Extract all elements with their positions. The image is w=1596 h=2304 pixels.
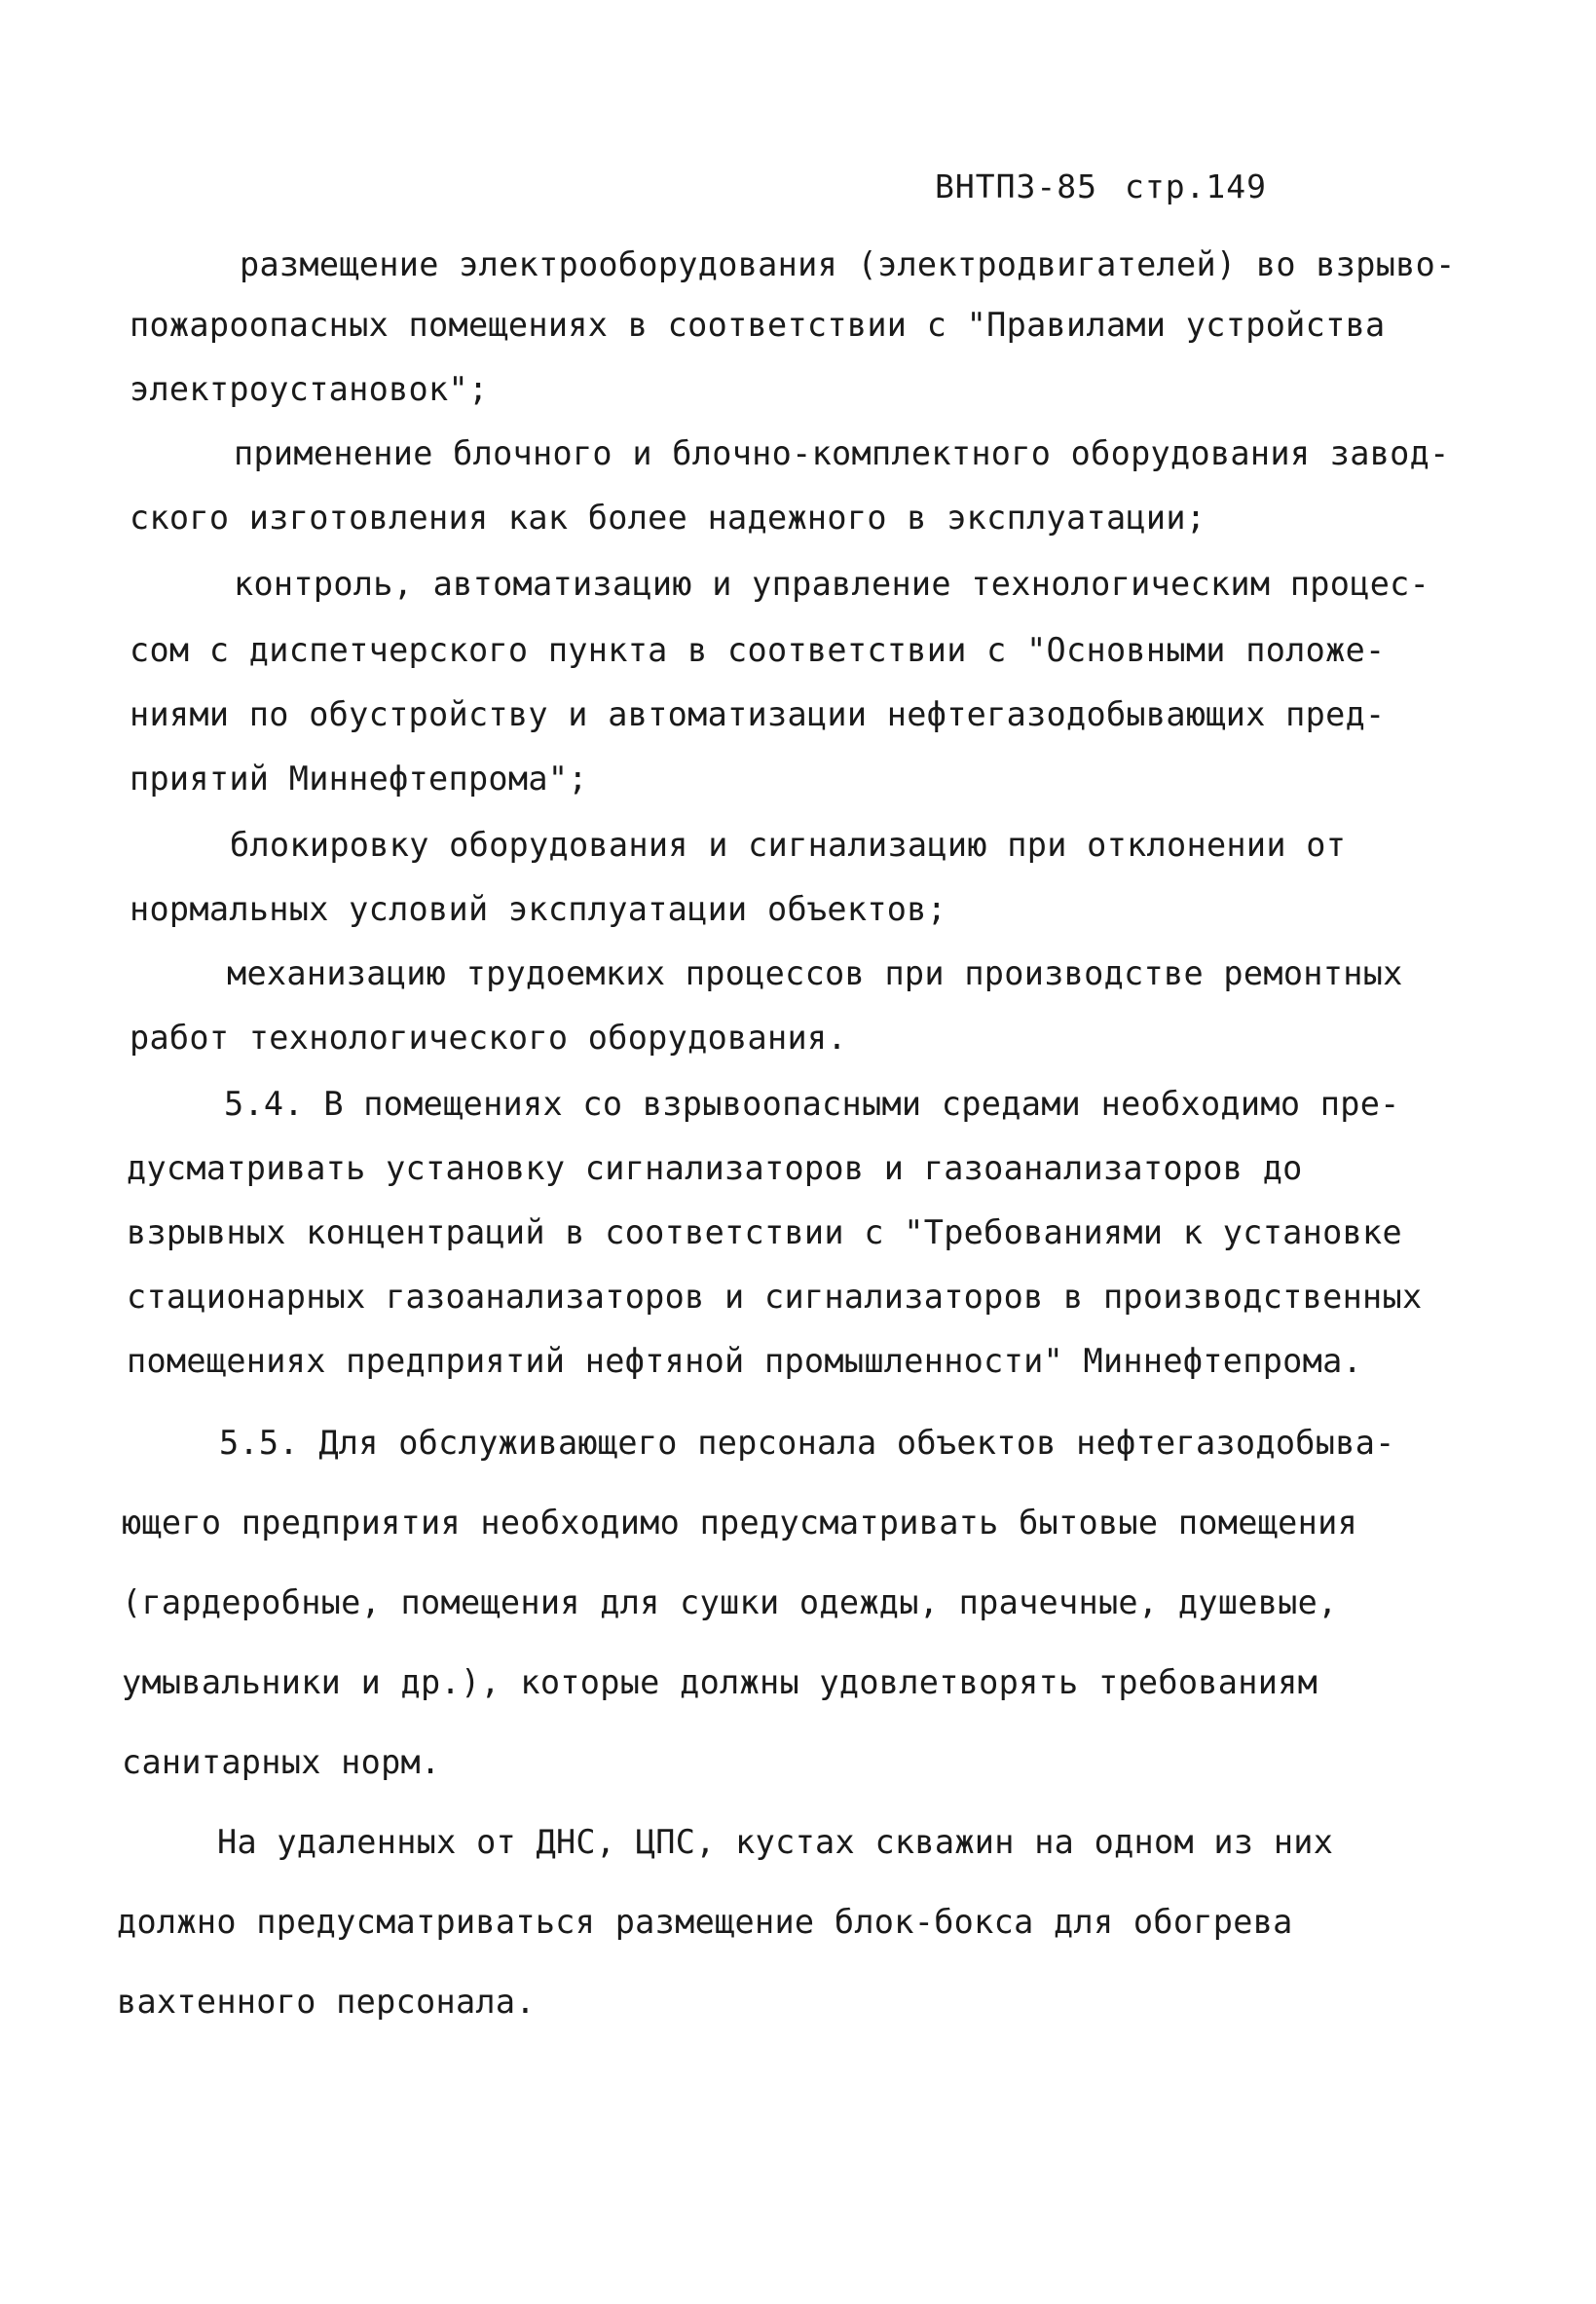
page-header	[935, 167, 1324, 205]
text-line: помещениях предприятий нефтяной промышленности" Миннефтепрома.	[127, 1342, 1363, 1380]
text-line: ющего предприятия необходимо предусматривать бытовые помещения	[122, 1504, 1358, 1542]
text-line: пожароопасных помещениях в соответствии с "Правилами устройства	[130, 306, 1386, 344]
text-line: стационарных газоанализаторов и сигнализаторов в производственных	[127, 1278, 1423, 1316]
text-line: На удаленных от ДНС, ЦПС, кустах скважин на одном из них	[217, 1823, 1334, 1861]
text-line: применение блочного и блочно-комплектного оборудования завод-	[234, 434, 1450, 472]
text-line: взрывных концентраций в соответствии с "Требованиями к установке	[127, 1213, 1402, 1251]
text-line: механизацию трудоемких процессов при производстве ремонтных	[227, 954, 1403, 992]
text-line: дусматривать установку сигнализаторов и газоанализаторов до	[127, 1149, 1303, 1187]
text-line: 5.5. Для обслуживающего персонала объектов нефтегазодобыва-	[219, 1424, 1395, 1462]
text-line: ского изготовления как более надежного в эксплуатации;	[130, 499, 1206, 537]
text-line: приятий Миннефтепрома";	[130, 760, 588, 798]
text-line: размещение электрооборудования (электродвигателей) во взрыво-	[240, 245, 1456, 283]
text-line: умывальники и др.), которые должны удовлетворять требованиям	[122, 1663, 1318, 1701]
page-number: стр.149	[1124, 167, 1268, 205]
text-line: работ технологического оборудования.	[130, 1019, 847, 1057]
text-line: вахтенного персонала.	[117, 1983, 536, 2021]
document-code: ВНТПЗ-85	[935, 167, 1097, 205]
text-line: (гардеробные, помещения для сушки одежды, прачечные, душевые,	[122, 1583, 1338, 1621]
text-line: 5.4. В помещениях со взрывоопасными средами необходимо пре-	[224, 1085, 1400, 1123]
text-line: контроль, автоматизацию и управление технологическим процес-	[234, 565, 1430, 603]
text-line: нормальных условий эксплуатации объектов;	[130, 890, 947, 928]
text-line: санитарных норм.	[122, 1743, 441, 1781]
text-line: блокировку оборудования и сигнализацию при отклонении от	[230, 826, 1347, 864]
text-line: электроустановок";	[130, 370, 489, 408]
text-line: ниями по обустройству и автоматизации нефтегазодобывающих пред-	[130, 695, 1386, 733]
text-line: сом с диспетчерского пункта в соответствии с "Основными положе-	[130, 631, 1386, 669]
text-line: должно предусматриваться размещение блок-бокса для обогрева	[117, 1903, 1293, 1941]
